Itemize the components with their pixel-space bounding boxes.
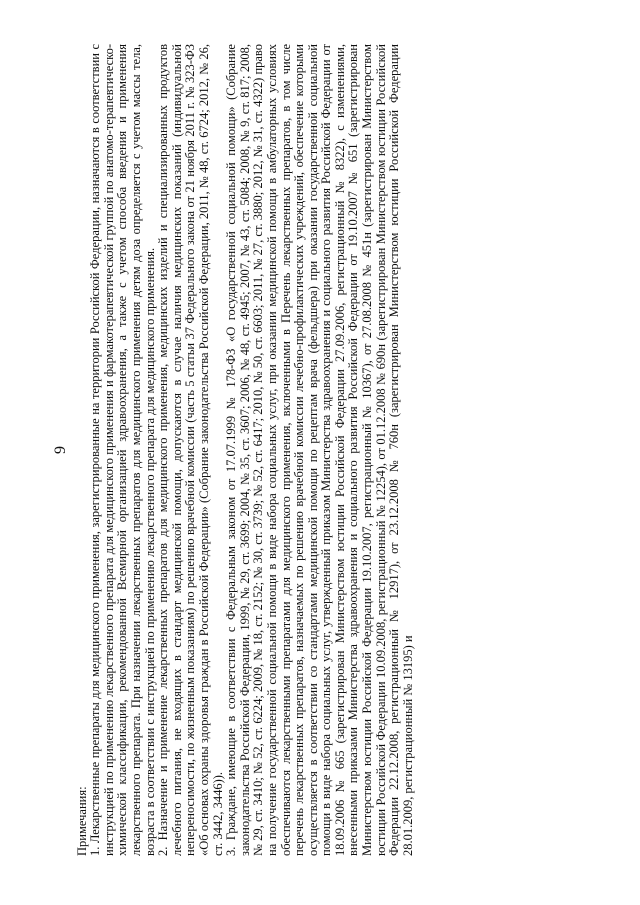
note-item: 3. Граждане, имеющие в соответствии с Федеральным законом от 17.07.1999 № 178-ФЗ «О государственной социальной помощи» (Собрание законодательства Российской Федерации, 1999, № 29, ст. 3699; 2004, № 35, ст. 3607; 2006, № 48, ст. 4945; 2007, № 43, ст. 5084; 2008, № 9, ст. 817; 2008, № 29, ст. 3410; № 52, ст. 6224; 2009, № 18, ст. 2152; № 30, ст. 3739; № 52, ст. 6417; 2010, № 50, ст. 6603; 2011, № 27, ст. 3880; 2012, № 31, ст. 4322) право на получение государственной социальной помощи в виде набора социальных услуг, при оказании медицинской помощи в амбулаторных условиях обеспечиваются лекарственными препаратами для медицинского применения, включенными в Перечень лекарственных препаратов, в том числе перечень лекарственных препаратов, назначаемых по решению врачебной комиссии лечебно-профилактических учреждений, обеспечение которыми осуществляется в соответствии со стандартами медицинской помощи по рецептам врача (фельдшера) при оказании государственной социальной помощи в виде набора социальных услуг, утвержденный приказом Министерства здравоохранения и социального развития Российской Федерации от 18.09.2006 № 665 (зарегистрирован Министерством юстиции Российской Федерации 27.09.2006, регистрационный № 8322), с изменениями, внесенными приказами Министерства здравоохранения и социального развития Российской Федерации от 19.10.2007 № 651 (зарегистрирован Министерством юстиции Российской Федерации 19.10.2007, регистрационный № 10367), от 27.08.2008 № 451н (зарегистрирован Министерством юстиции Российской Федерации 10.09.2008, регистрационный № 12254), от 01.12.2008 № 690н (зарегистрирован Министерством юстиции Российской Федерации 22.12.2008, регистрационный № 12917), от 23.12.2008 № 760н (зарегистрирован Министерством юстиции Российской Федерации 28.01.2009, регистрационный № 13195) и <box>224 44 415 856</box>
rotated-content <box>40 30 600 870</box>
note-item: 2. Назначение и применение лекарственных препаратов для медицинского применения, медицинских изделий и специализированных продуктов лечебного питания, не входящих в стандарт медицинской помощи, допускаются в случае наличия медицинских показаний (индивидуальной непереносимости, по жизненным показаниям) по решению врачебной комиссии (часть 5 статьи 37 Федерального закона от 21 ноября 2011 г. № 323-ФЗ «Об основах охраны здоровья граждан в Российской Федерации» (Собрание законодательства Российской Федерации, 2011, № 48, ст. 6724; 2012, № 26, ст. 3442, 3446)). <box>156 44 225 856</box>
notes-heading: Примечания: <box>74 786 89 856</box>
page-number: 9 <box>52 446 69 454</box>
note-item: 1. Лекарственные препараты для медицинского применения, зарегистрированные на территории Российской Федерации, назначаются в соответствии с инструкцией по применению лекарственного препарата для медицинского применения и фармакотерапевтической группой по анатомо-терапевтическо-химической классификации, рекомендованной Всемирной организацией здравоохранения, а также с учетом способа введения и применения лекарственного препарата. При назначении лекарственных препаратов для медицинского применения детям доза определяется с учетом массы тела, возраста в соответствии с инструкцией по применению лекарственного препарата для медицинского применения. <box>88 44 157 856</box>
notes-section <box>76 44 416 856</box>
